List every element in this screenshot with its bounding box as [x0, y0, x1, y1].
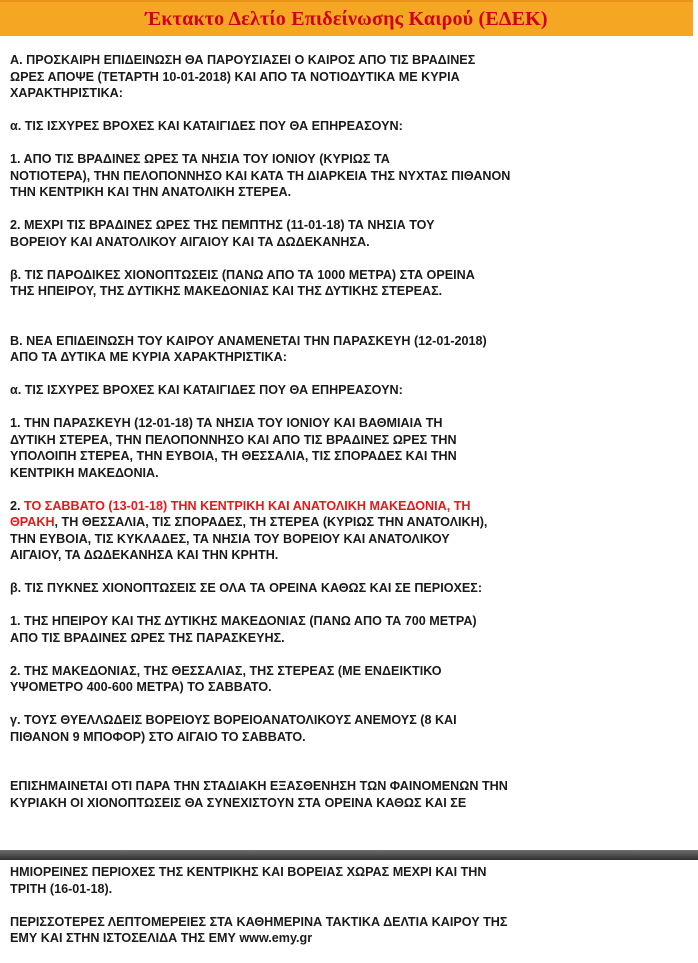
- section-a-rain-item-2: 2. ΜΕΧΡΙ ΤΙΣ ΒΡΑΔΙΝΕΣ ΩΡΕΣ ΤΗΣ ΠΕΜΠΤΗΣ (11-01-18) ΤΑ ΝΗΣΙΑ ΤΟΥ ΒΟΡΕΙΟΥ ΚΑΙ ΑΝΑΤΟΛΙΚΟΥ ΑΙΓΑΙΟΥ ΚΑΙ ΤΑ ΔΩΔΕΚΑΝΗΣΑ.: [10, 218, 435, 249]
- section-b-winds: γ. ΤΟΥΣ ΘΥΕΛΛΩΔΕΙΣ ΒΟΡΕΙΟΥΣ ΒΟΡΕΙΟΑΝΑΤΟΛΙΚΟΥΣ ΑΝΕΜΟΥΣ (8 ΚΑΙ ΠΙΘΑΝΟΝ 9 ΜΠΟΦΟΡ) ΣΤΟ ΑΙΓΑΙΟ ΤΟ ΣΑΒΒΑΤΟ.: [10, 713, 457, 744]
- item-2-rest: , ΤΗ ΘΕΣΣΑΛΙΑ, ΤΙΣ ΣΠΟΡΑΔΕΣ, ΤΗ ΣΤΕΡΕΑ (ΚΥΡΙΩΣ ΤΗΝ ΑΝΑΤΟΛΙΚΗ), ΤΗΝ ΕΥΒΟΙΑ, ΤΙΣ ΚΥΚΛΑΔΕΣ, ΤΑ ΝΗΣΙΑ ΤΟΥ ΒΟΡΕΙΟΥ ΚΑΙ ΑΝΑΤΟΛΙΚΟΥ ΑΙΓΑΙΟΥ, ΤΑ ΔΩΔΕΚΑΝΗΣΑ ΚΑΙ ΤΗΝ ΚΡΗΤΗ.: [10, 515, 488, 562]
- section-b-rain-heading: α. ΤΙΣ ΙΣΧΥΡΕΣ ΒΡΟΧΕΣ ΚΑΙ ΚΑΤΑΙΓΙΔΕΣ ΠΟΥ ΘΑ ΕΠΗΡΕΑΣΟΥΝ:: [10, 383, 403, 397]
- spacer: [10, 762, 610, 779]
- bulletin-continuation: [10, 864, 610, 963]
- section-b-snow-item-2: 2. ΤΗΣ ΜΑΚΕΔΟΝΙΑΣ, ΤΗΣ ΘΕΣΣΑΛΙΑΣ, ΤΗΣ ΣΤΕΡΕΑΣ (ΜΕ ΕΝΔΕΙΚΤΙΚΟ ΥΨΟΜΕΤΡΟ 400-600 ΜΕΤΡΑ) ΤΟ ΣΑΒΒΑΤΟ.: [10, 663, 442, 694]
- section-b-snow-heading: β. ΤΙΣ ΠΥΚΝΕΣ ΧΙΟΝΟΠΤΩΣΕΙΣ ΣΕ ΟΛΑ ΤΑ ΟΡΕΙΝΑ ΚΑΘΩΣ ΚΑΙ ΣΕ ΠΕΡΙΟΧΕΣ:: [10, 581, 483, 595]
- section-a-rain-heading: α. ΤΙΣ ΙΣΧΥΡΕΣ ΒΡΟΧΕΣ ΚΑΙ ΚΑΤΑΙΓΙΔΕΣ ΠΟΥ ΘΑ ΕΠΗΡΕΑΣΟΥΝ:: [10, 119, 403, 133]
- spacer: [10, 316, 610, 333]
- item-2-highlight: ΤΟ ΣΑΒΒΑΤΟ (13-01-18) ΤΗΝ ΚΕΝΤΡΙΚΗ ΚΑΙ ΑΝΑΤΟΛΙΚΗ ΜΑΚΕΔΟΝΙΑ, ΤΗ ΘΡΑΚΗ: [10, 498, 471, 529]
- more-info-paragraph: ΠΕΡΙΣΣΟΤΕΡΕΣ ΛΕΠΤΟΜΕΡΕΙΕΣ ΣΤΑ ΚΑΘΗΜΕΡΙΝΑ ΤΑΚΤΙΚΑ ΔΕΛΤΙΑ ΚΑΙΡΟΥ ΤΗΣ ΕΜΥ ΚΑΙ ΣΤΗΝ ΙΣΤΟΣΕΛΙΔΑ ΤΗΣ ΕΜΥ www.emy.gr: [10, 914, 508, 945]
- section-a-intro: Α. ΠΡΟΣΚΑΙΡΗ ΕΠΙΔΕΙΝΩΣΗ ΘΑ ΠΑΡΟΥΣΙΑΣΕΙ Ο ΚΑΙΡΟΣ ΑΠΟ ΤΙΣ ΒΡΑΔΙΝΕΣ ΩΡΕΣ ΑΠΟΨΕ (ΤΕΤΑΡΤΗ 10-01-2018) ΚΑΙ ΑΠΟ ΤΑ ΝΟΤΙΟΔΥΤΙΚΑ ΜΕ ΚΥΡΙΑ ΧΑΡΑΚΤΗΡΙΣΤΙΚΑ:: [10, 53, 476, 100]
- section-a-rain-item-1: 1. ΑΠΟ ΤΙΣ ΒΡΑΔΙΝΕΣ ΩΡΕΣ ΤΑ ΝΗΣΙΑ ΤΟΥ ΙΟΝΙΟΥ (ΚΥΡΙΩΣ ΤΑ ΝΟΤΙΟΤΕΡΑ), ΤΗΝ ΠΕΛΟΠΟΝΝΗΣΟ ΚΑΙ ΚΑΤΑ ΤΗ ΔΙΑΡΚΕΙΑ ΤΗΣ ΝΥΧΤΑΣ ΠΙΘΑΝΟΝ ΤΗΝ ΚΕΝΤΡΙΚΗ ΚΑΙ ΤΗΝ ΑΝΑΤΟΛΙΚΗ ΣΤΕΡΕΑ.: [10, 152, 511, 199]
- document-title: Έκτακτο Δελτίο Επιδείνωσης Καιρού (ΕΔΕΚ): [145, 7, 548, 30]
- note-continuation: ΗΜΙΟΡΕΙΝΕΣ ΠΕΡΙΟΧΕΣ ΤΗΣ ΚΕΝΤΡΙΚΗΣ ΚΑΙ ΒΟΡΕΙΑΣ ΧΩΡΑΣ ΜΕΧΡΙ ΚΑΙ ΤΗΝ ΤΡΙΤΗ (16-01-18).: [10, 865, 487, 896]
- title-banner: [0, 0, 693, 36]
- section-a-snow: β. ΤΙΣ ΠΑΡΟΔΙΚΕΣ ΧΙΟΝΟΠΤΩΣΕΙΣ (ΠΑΝΩ ΑΠΟ ΤΑ 1000 ΜΕΤΡΑ) ΣΤΑ ΟΡΕΙΝΑ ΤΗΣ ΗΠΕΙΡΟΥ, ΤΗΣ ΔΥΤΙΚΗΣ ΜΑΚΕΔΟΝΙΑΣ ΚΑΙ ΤΗΣ ΔΥΤΙΚΗΣ ΣΤΕΡΕΑΣ.: [10, 267, 475, 298]
- section-b-snow-item-1: 1. ΤΗΣ ΗΠΕΙΡΟΥ ΚΑΙ ΤΗΣ ΔΥΤΙΚΗΣ ΜΑΚΕΔΟΝΙΑΣ (ΠΑΝΩ ΑΠΟ ΤΑ 700 ΜΕΤΡΑ) ΑΠΟ ΤΙΣ ΒΡΑΔΙΝΕΣ ΩΡΕΣ ΤΗΣ ΠΑΡΑΣΚΕΥΗΣ.: [10, 614, 477, 645]
- section-b-rain-item-1: 1. ΤΗΝ ΠΑΡΑΣΚΕΥΗ (12-01-18) ΤΑ ΝΗΣΙΑ ΤΟΥ ΙΟΝΙΟΥ ΚΑΙ ΒΑΘΜΙΑΙΑ ΤΗ ΔΥΤΙΚΗ ΣΤΕΡΕΑ, ΤΗΝ ΠΕΛΟΠΟΝΝΗΣΟ ΚΑΙ ΑΠΟ ΤΙΣ ΒΡΑΔΙΝΕΣ ΩΡΕΣ ΤΗΝ ΥΠΟΛΟΙΠΗ ΣΤΕΡΕΑ, ΤΗΝ ΕΥΒΟΙΑ, ΤΗ ΘΕΣΣΑΛΙΑ, ΤΙΣ ΣΠΟΡΑΔΕΣ ΚΑΙ ΤΗΝ ΚΕΝΤΡΙΚΗ ΜΑΚΕΔΟΝΙΑ.: [10, 416, 457, 480]
- item-2-prefix: 2.: [10, 498, 25, 513]
- section-b-intro: Β. ΝΕΑ ΕΠΙΔΕΙΝΩΣΗ ΤΟΥ ΚΑΙΡΟΥ ΑΝΑΜΕΝΕΤΑΙ ΤΗΝ ΠΑΡΑΣΚΕΥΗ (12-01-2018) ΑΠΟ ΤΑ ΔΥΤΙΚΑ ΜΕ ΚΥΡΙΑ ΧΑΡΑΚΤΗΡΙΣΤΙΚΑ:: [10, 333, 487, 364]
- note-paragraph: ΕΠΙΣΗΜΑΙΝΕΤΑΙ ΟΤΙ ΠΑΡΑ ΤΗΝ ΣΤΑΔΙΑΚΗ ΕΞΑΣΘΕΝΗΣΗ ΤΩΝ ΦΑΙΝΟΜΕΝΩΝ ΤΗΝ ΚΥΡΙΑΚΗ ΟΙ ΧΙΟΝΟΠΤΩΣΕΙΣ ΘΑ ΣΥΝΕΧΙΣΤΟΥΝ ΣΤΑ ΟΡΕΙΝΑ ΚΑΘΩΣ ΚΑΙ ΣΕ: [10, 779, 508, 810]
- page-break-divider: [0, 850, 698, 860]
- section-b-rain-item-2: [10, 498, 610, 564]
- bulletin-body: [10, 52, 610, 828]
